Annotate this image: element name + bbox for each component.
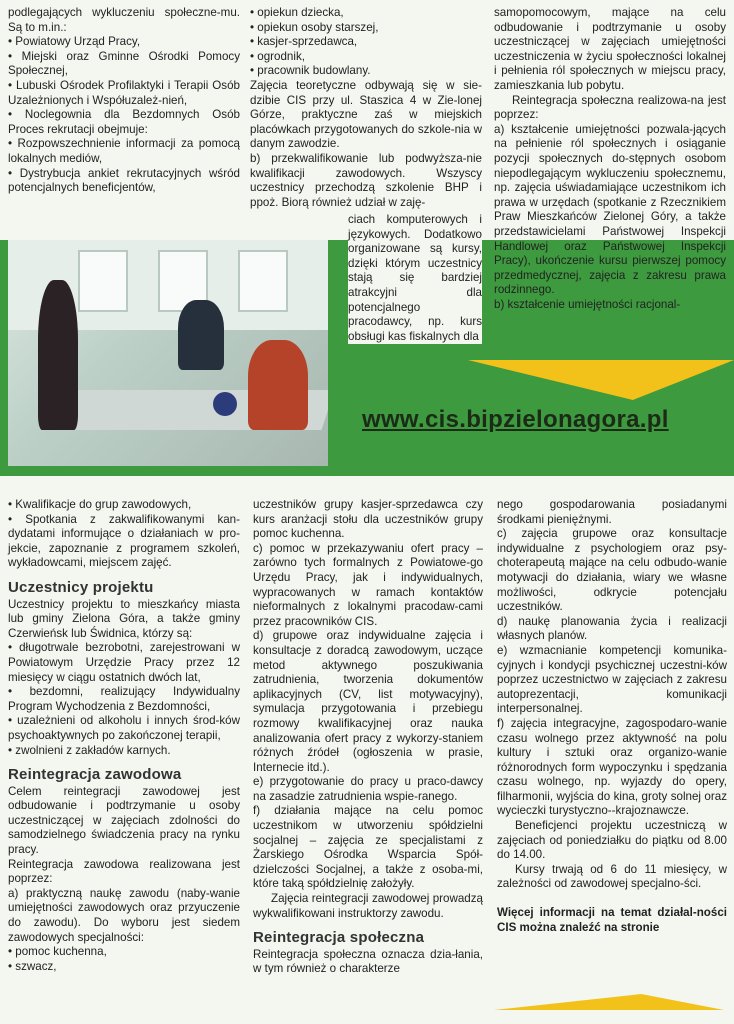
top-column-1 [8, 6, 240, 196]
paragraph: f) zajęcia integracyjne, zagospodaro-wanie czasu wolnego przez aktywność na polu kultury i sztuki oraz organizo-wanie różnorodnych form wypoczynku i spędzania czasu wolnego, np. wyjazdy do opery, filharmonii, wyjścia do kina, groty solnej oraz wycieczki turystyczno--krajoznawcze. [497, 716, 727, 818]
list-item: • Powiatowy Urząd Pracy, [8, 35, 141, 49]
website-link[interactable]: www.cis.bipzielonagora.pl [362, 406, 669, 433]
paragraph: Zajęcia reintegracji zawodowej prowadzą wykwalifikowani instruktorzy zawodu. [253, 892, 483, 920]
list-item: • kasjer-sprzedawca, [250, 35, 358, 49]
list-item: • Noclegownia dla Bezdomnych Osób Proces rekrutacji obejmuje: [8, 108, 240, 136]
bottom-column-3 [497, 498, 727, 935]
paragraph: Uczestnicy projektu to mieszkańcy miasta lub gminy Zielona Góra, a także gminy Czerwieńsk lub Świdnica, którzy są: [8, 597, 240, 640]
paragraph: a) kształcenie umiejętności pozwala-jących na pełnienie ról społecznych i osiąganie pozycji społecznych do-stępnych osobom niepodlegającym wykluczeniu społecznemu, np. zajęcia uświadamiające uczestnikom ich prawa w urzędach (spotkanie z Rzecznikiem Praw Mieszkańców Zielonej Góry, a także przedstawicielami Państwowej Inspekcji Handlowej oraz Państwowej Inspekcji Pracy), ukończenie kursu pierwszej pomocy przedmedycznej, zajęcia z zakresu prawa rodzinnego. [494, 122, 726, 297]
paragraph: c) zajęcia grupowe oraz konsultacje indywidualne z psychologiem oraz psy-choterapeutą mające na celu odbudo-wanie motywacji do działania, wiary we własne możliwości, odkrycie potencjału uczestników. [497, 527, 727, 614]
text-line: podlegających wykluczeniu społeczne-mu. Są to m.in.: [8, 6, 240, 34]
list-item: • Lubuski Ośrodek Profilaktyki i Terapii Osób Uzależnionych i Współuzależ-nień, [8, 78, 240, 107]
paragraph: e) wzmacnianie kompetencji komunika-cyjnych i kondycji psychicznej uczestni-ków poprzez uczestnictwo w zajęciach z zakresu autoprezentacji, komunikacji interpersonalnej. [497, 643, 727, 716]
list-item: • zwolnieni z zakładów karnych. [8, 743, 171, 757]
heading-professional-reintegration: Reintegracja zawodowa [8, 766, 182, 784]
list-item: • Spotkania z zakwalifikowanymi kan-dydatami informujące o działaniach w pro-jekcie, zapoznanie z programem szkoleń, wykładowcami, miejscem zajęć. [8, 512, 240, 570]
paragraph: uczestników grupy kasjer-sprzedawca czy kurs aranżacji stołu dla uczestników grupy pomoc kuchenna. [253, 498, 483, 541]
bottom-column-1 [8, 498, 240, 974]
paragraph: samopomocowym, mające na celu odbudowanie i podtrzymanie u osoby uczestniczącej w zajęciach umiejętności uczestniczenia w życiu społeczności lokalnej i pełnienia ról społecznych w miejscu pracy, zamieszkania lub pobytu. [494, 6, 726, 92]
list-item: • pracownik budowlany. [250, 64, 371, 78]
list-item: • opiekun dziecka, [250, 6, 344, 19]
paragraph: b) kształcenie umiejętności racjonal- [494, 297, 681, 311]
list-item: • Rozpowszechnienie informacji za pomocą lokalnych mediów, [8, 137, 240, 165]
paragraph: e) przygotowanie do pracy u praco-dawcy na zasadzie zatrudnienia wspie-ranego. [253, 775, 483, 803]
heading-social-reintegration: Reintegracja społeczna [253, 929, 425, 947]
yellow-triangle-bottom [494, 994, 724, 1010]
list-item: • pomoc kuchenna, [8, 945, 107, 959]
list-item: • Kwalifikacje do grup zawodowych, [8, 498, 192, 511]
paragraph: f) działania mające na celu pomoc uczestnikom w utworzeniu spółdzielni socjalnej – zajęcia ze specjalistami z Żarskiego Ośrodka Wsparcia Spół-dzielczości Socjalnej, a także z osoba-mi, które taką spółdzielnię założyły. [253, 804, 483, 891]
paragraph: Celem reintegracji zawodowej jest odbudowanie i podtrzymanie u osoby uczestniczącej w zajęciach zdolności do samodzielnego świadczenia pracy na rynku pracy. [8, 784, 240, 857]
list-item: • opiekun osoby starszej, [250, 20, 379, 34]
paragraph: Zajęcia teoretyczne odbywają się w sie-dzibie CIS przy ul. Staszica 4 w Zie-lonej Górze, praktyczne zaś w miejskich placówkach przygotowanych do szkole-nia w danym zawodzie. [250, 78, 482, 151]
list-item: • Dystrybucja ankiet rekrutacyjnych wśród potencjalnych beneficjentów, [8, 166, 240, 195]
top-column-2 [250, 6, 482, 210]
paragraph: a) praktyczną naukę zawodu (naby-wanie umiejętności zawodowych oraz przyuczenie do zawodu). Do wyboru jest siedem zawodowych specjalności: [8, 886, 240, 944]
closing-note: Więcej informacji na temat działal-ności CIS można znaleźć na stronie [497, 906, 727, 934]
paragraph: nego gospodarowania posiadanymi środkami pieniężnymi. [497, 498, 727, 526]
wrapped-text [348, 213, 482, 344]
workshop-photo [8, 240, 328, 466]
paragraph: d) naukę planowania życia i realizacji własnych planów. [497, 614, 727, 643]
list-item: • ogrodnik, [250, 49, 305, 63]
paragraph: ciach komputerowych i językowych. Dodatkowo organizowane są kursy, dzięki którym uczestnicy stają się bardziej atrakcyjni dla potencjalnego pracodawcy, np. kurs obsługi kas fiskalnych dla [348, 213, 482, 343]
list-item: • bezdomni, realizujący Indywidualny Program Wychodzenia z Bezdomności, [8, 685, 240, 713]
list-item: • Miejski oraz Gminne Ośrodki Pomocy Społecznej, [8, 49, 240, 78]
paragraph: Reintegracja zawodowa realizowana jest poprzez: [8, 857, 240, 886]
list-item: • długotrwale bezrobotni, zarejestrowani w Powiatowym Urzędzie Pracy przez 12 miesięcy w ciągu ostatnich dwóch lat, [8, 641, 240, 684]
list-item: • szwacz, [8, 959, 57, 973]
list-item: • uzależnieni od alkoholu i innych środ-ków psychoaktywnych po zakończonej terapii, [8, 714, 240, 742]
paragraph: Reintegracja społeczna realizowa-na jest poprzez: [494, 93, 726, 122]
paragraph: Beneficjenci projektu uczestniczą w zajęciach od poniedziałku do piątku od 8.00 do 14.00. [497, 819, 727, 862]
paragraph: Reintegracja społeczna oznacza dzia-łania, w tym również o charakterze [253, 947, 483, 976]
top-column-3 [494, 6, 726, 312]
paragraph: c) pomoc w przekazywaniu ofert pracy – zarówno tych formalnych z Powiatowe-go Urzędu Pracy, jak i indywidualnych, wypracowanych w ramach kontaktów nieformalnych z lokalnymi pracodaw-cami przez pracowników CIS. [253, 541, 483, 628]
paragraph: b) przekwalifikowanie lub podwyższa-nie kwalifikacji zawodowych. Wszyscy uczestnicy przechodzą szkolenie BHP i ppoż. Biorą również udział w zaję- [250, 151, 482, 209]
heading-participants: Uczestnicy projektu [8, 578, 154, 596]
paragraph: Kursy trwają od 6 do 11 miesięcy, w zależności od zawodowej specjalno-ści. [497, 862, 727, 891]
paragraph: d) grupowe oraz indywidualne zajęcia i konsultacje z doradcą zawodowym, uczące metod aktywnego poszukiwania zatrudnienia, tworzenia dokumentów aplikacyjnych (CV, list motywacyjny), symulacja przygotowania i przebiegu rozmowy kwalifikacyjnej oraz nauka analizowania ofert pracy z wykorzy-staniem różnych źródeł (ogłoszenia w prasie, Internecie itd.). [253, 629, 483, 774]
bottom-column-2 [253, 498, 483, 977]
